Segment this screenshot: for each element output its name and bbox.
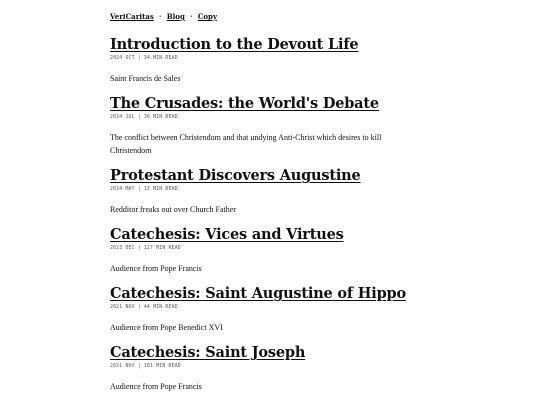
post-item xyxy=(110,36,510,85)
post-meta: 2021 NOV | 44 MIN READ xyxy=(110,305,178,310)
top-navigation xyxy=(110,12,510,22)
post-read-time: 101 MIN READ xyxy=(143,364,181,369)
post-title-link[interactable]: Catechesis: Saint Joseph xyxy=(110,344,306,361)
post-date: 2024 OCT xyxy=(110,56,135,61)
post-description: Audience from Pope Benedict XVI xyxy=(110,323,223,332)
post-item xyxy=(110,344,510,393)
post-meta: 2023 DEC | 127 MIN READ xyxy=(110,246,181,251)
page-content xyxy=(110,0,510,391)
post-description: Audience from Pope Francis xyxy=(110,264,202,273)
post-title-link[interactable]: The Crusades: the World's Debate xyxy=(110,95,379,112)
post-date: 2021 NOV xyxy=(110,305,135,310)
post-date: 2024 JUL xyxy=(110,115,135,120)
post-item xyxy=(110,167,510,216)
post-meta: 2024 JUL | 36 MIN READ xyxy=(110,115,178,120)
post-item xyxy=(110,285,510,334)
post-title-link[interactable]: Catechesis: Vices and Virtues xyxy=(110,226,344,243)
nav-separator: • xyxy=(189,14,193,20)
post-date: 2024 MAY xyxy=(110,187,135,192)
post-description: Audience from Pope Francis xyxy=(110,382,202,391)
post-description: Redditor freaks out over Church Father xyxy=(110,205,236,214)
post-read-time: 127 MIN READ xyxy=(143,246,181,251)
post-item xyxy=(110,226,510,275)
post-item xyxy=(110,95,510,157)
post-title-link[interactable]: Introduction to the Devout Life xyxy=(110,36,359,53)
post-description: Saint Francis de Sales xyxy=(110,74,181,83)
post-title-link[interactable]: Protestant Discovers Augustine xyxy=(110,167,361,184)
site-link[interactable]: VeriCaritas xyxy=(110,12,154,21)
post-title-link[interactable]: Catechesis: Saint Augustine of Hippo xyxy=(110,285,406,302)
post-meta: 2021 NOV | 101 MIN READ xyxy=(110,364,181,369)
post-read-time: 13 MIN READ xyxy=(143,187,178,192)
post-meta: 2024 OCT | 34 MIN READ xyxy=(110,56,178,61)
post-date: 2023 DEC xyxy=(110,246,135,251)
post-read-time: 34 MIN READ xyxy=(143,56,178,61)
copy-link[interactable]: Copy xyxy=(197,12,218,21)
post-description: The conflict between Christendom and that undying Anti-Christ which desires to kill Christendom xyxy=(110,133,382,155)
post-read-time: 44 MIN READ xyxy=(143,305,178,310)
post-date: 2021 NOV xyxy=(110,364,135,369)
nav-separator: • xyxy=(158,14,162,20)
post-meta: 2024 MAY | 13 MIN READ xyxy=(110,187,178,192)
post-read-time: 36 MIN READ xyxy=(143,115,178,120)
blog-link[interactable]: Blog xyxy=(166,12,185,21)
